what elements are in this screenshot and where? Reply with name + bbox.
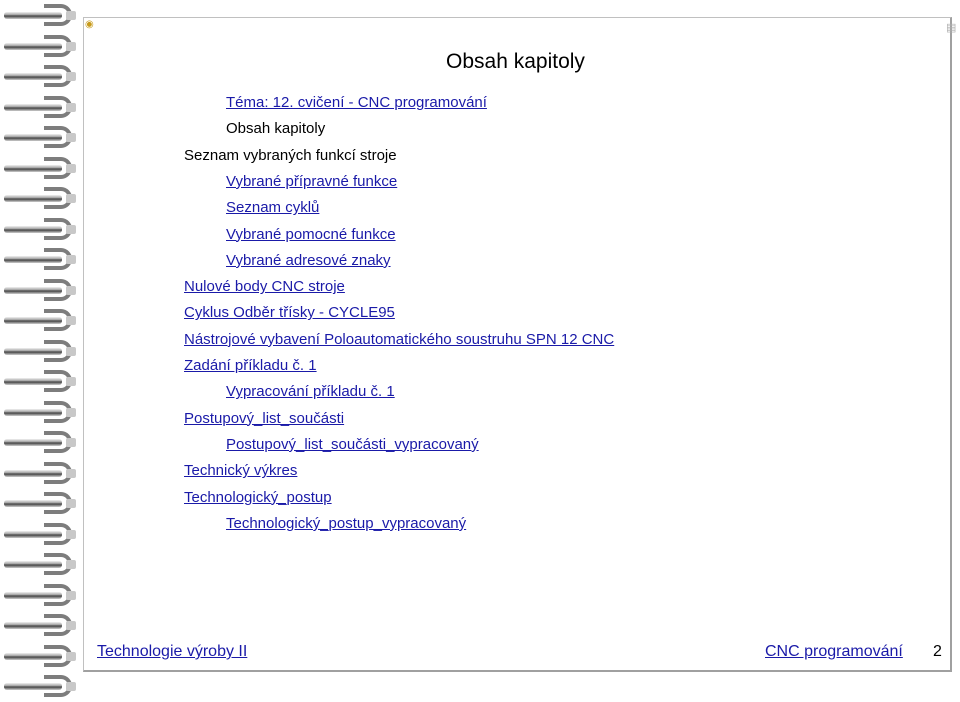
page-number: 2 [933,643,942,660]
binding-ring [4,246,74,274]
binding-ring [4,582,74,610]
toc-item[interactable] [226,436,479,454]
toc-link[interactable]: Seznam cyklů [226,199,320,217]
toc-link[interactable]: Vypracování příkladu č. 1 [226,383,395,401]
pushpin-icon: ◉ [85,19,94,30]
toc-link[interactable]: Nástrojové vybavení Poloautomatického soustruhu SPN 12 CNC [184,330,615,348]
binding-ring [4,124,74,152]
binding-ring [4,63,74,91]
binding-ring [4,216,74,244]
spiral-binding [0,0,82,702]
binding-ring [4,399,74,427]
binding-ring [4,2,74,30]
binding-ring [4,368,74,396]
toc-link[interactable]: Technický výkres [184,462,298,480]
toc-item[interactable] [226,515,466,533]
toc-link[interactable]: Téma: 12. cvičení - CNC programování [226,94,487,111]
toc-item[interactable] [184,462,297,480]
toc-item[interactable] [226,252,391,270]
toc-item[interactable] [184,331,614,349]
toc-item[interactable] [184,357,317,375]
binding-ring [4,551,74,579]
binding-ring [4,521,74,549]
binding-ring [4,338,74,366]
toc-item[interactable] [226,226,396,244]
toc-item[interactable] [226,173,397,191]
toc-link[interactable]: Vybrané pomocné funkce [226,225,396,243]
binding-ring [4,155,74,183]
binding-ring [4,643,74,671]
toc-link[interactable]: Technologický_postup_vypracovaný [226,514,467,532]
binding-ring [4,277,74,305]
toc-item[interactable] [184,489,332,507]
toc-link[interactable]: Nulové body CNC stroje [184,278,345,296]
toc-item[interactable] [226,199,319,217]
toc-link[interactable]: Zadání příkladu č. 1 [184,357,317,374]
footer-course-link[interactable]: Technologie výroby II [97,643,248,660]
toc-link[interactable]: Postupový_list_součásti [184,409,345,427]
toc-item[interactable] [226,94,487,112]
toc-item[interactable] [184,410,344,428]
binding-ring [4,673,74,701]
toc-item[interactable] [184,278,345,296]
binding-ring [4,460,74,488]
page-title: Obsah kapitoly [446,50,585,73]
toc-item: Seznam vybraných funkcí stroje [184,146,397,164]
toc-link[interactable]: Technologický_postup [184,488,332,506]
binding-ring [4,490,74,518]
binding-ring [4,429,74,457]
binding-ring [4,94,74,122]
footer-topic-link[interactable]: CNC programování [765,643,903,660]
binding-ring [4,307,74,335]
binding-ring [4,185,74,213]
page-clip-icon: ▤ [946,22,957,34]
binding-ring [4,612,74,640]
toc-link[interactable]: Vybrané adresové znaky [226,251,391,269]
toc-link[interactable]: Vybrané přípravné funkce [226,172,398,190]
toc-item: Obsah kapitoly [226,120,326,138]
toc-link[interactable]: Cyklus Odběr třísky - CYCLE95 [184,304,395,322]
toc-item[interactable] [226,383,395,401]
toc-link[interactable]: Postupový_list_součásti_vypracovaný [226,435,479,453]
toc-item[interactable] [184,304,395,322]
binding-ring [4,33,74,61]
